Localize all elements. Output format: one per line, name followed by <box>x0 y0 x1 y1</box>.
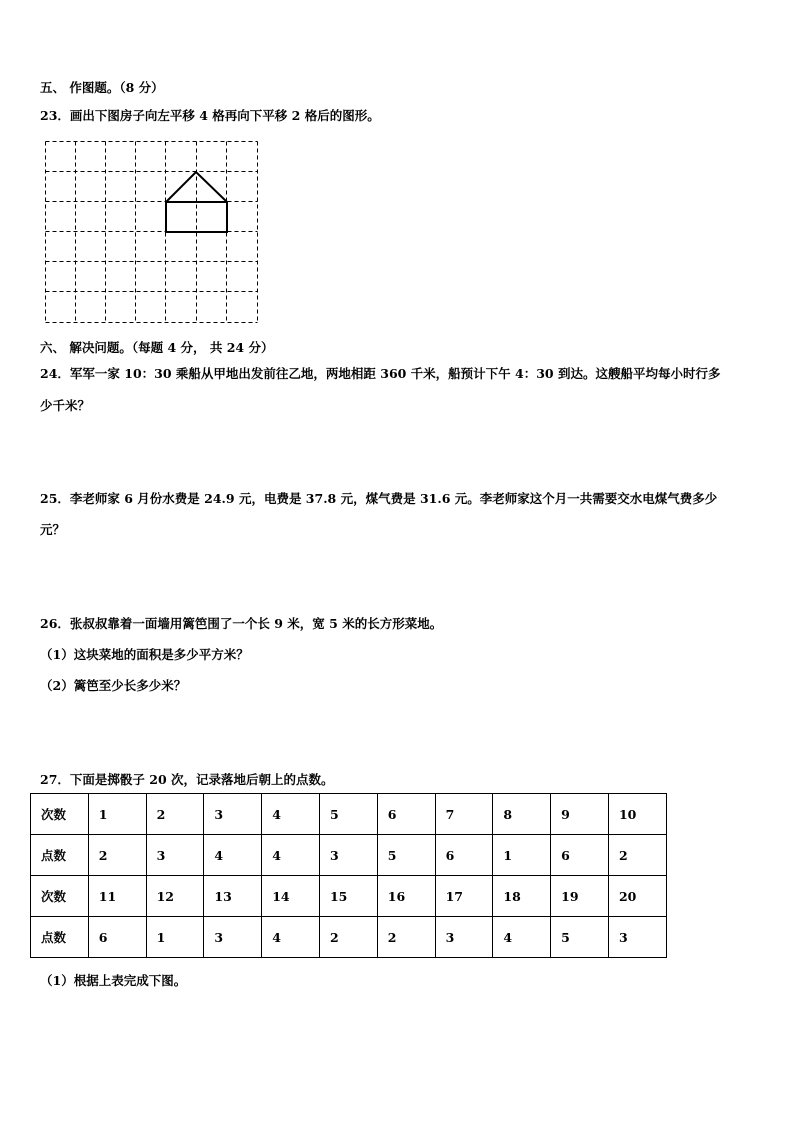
table-cell: 20 <box>608 876 666 917</box>
section5-heading: 五、 作图题。（8 分） <box>40 80 164 95</box>
question-25-line2: 元？ <box>40 522 66 537</box>
table-cell: 7 <box>435 794 493 835</box>
table-row-header: 次数 <box>31 794 89 835</box>
table-cell: 18 <box>493 876 551 917</box>
house-grid <box>45 141 258 324</box>
question-26: 26．张叔叔靠着一面墙用篱笆围了一个长 9 米，宽 5 米的长方形菜地。 <box>40 616 443 631</box>
table-cell: 4 <box>493 917 551 958</box>
table-cell: 8 <box>493 794 551 835</box>
table-cell: 1 <box>493 835 551 876</box>
section6-heading: 六、 解决问题。（每题 4 分， 共 24 分） <box>40 340 274 355</box>
table-cell: 11 <box>88 876 146 917</box>
house-shape <box>166 172 227 232</box>
question-24-line2: 少千米？ <box>40 398 91 413</box>
table-cell: 6 <box>435 835 493 876</box>
table-cell: 4 <box>262 917 320 958</box>
question-27-sub1: （1）根据上表完成下图。 <box>40 973 187 988</box>
table-cell: 6 <box>551 835 609 876</box>
table-cell: 5 <box>377 835 435 876</box>
table-cell: 5 <box>319 794 377 835</box>
table-cell: 4 <box>262 794 320 835</box>
table-cell: 1 <box>88 794 146 835</box>
table-cell: 2 <box>608 835 666 876</box>
table-row <box>31 794 667 835</box>
question-24-line1: 24．军军一家 10：30 乘船从甲地出发前往乙地，两地相距 360 千米，船预计下午 4：30 到达。这艘船平均每小时行多 <box>40 366 721 381</box>
table-cell: 16 <box>377 876 435 917</box>
question-26-sub1: （1）这块菜地的面积是多少平方米？ <box>40 647 249 662</box>
question-27: 27．下面是掷骰子 20 次，记录落地后朝上的点数。 <box>40 772 334 787</box>
table-cell: 2 <box>88 835 146 876</box>
table-cell: 13 <box>204 876 262 917</box>
table-cell: 4 <box>262 835 320 876</box>
table-cell: 3 <box>435 917 493 958</box>
table-cell: 6 <box>88 917 146 958</box>
house-grid-figure <box>45 141 258 324</box>
table-cell: 12 <box>146 876 204 917</box>
table-cell: 9 <box>551 794 609 835</box>
table-row <box>31 835 667 876</box>
table-cell: 17 <box>435 876 493 917</box>
table-cell: 2 <box>377 917 435 958</box>
question-23: 23．画出下图房子向左平移 4 格再向下平移 2 格后的图形。 <box>40 108 380 123</box>
table-cell: 2 <box>146 794 204 835</box>
table-cell: 6 <box>377 794 435 835</box>
question-25-line1: 25．李老师家 6 月份水费是 24.9 元，电费是 37.8 元，煤气费是 31.6 元。李老师家这个月一共需要交水电煤气费多少 <box>40 491 718 506</box>
table-row-header: 次数 <box>31 876 89 917</box>
table-cell: 10 <box>608 794 666 835</box>
question-26-sub2: （2）篱笆至少长多少米？ <box>40 678 187 693</box>
table-cell: 19 <box>551 876 609 917</box>
table-row-header: 点数 <box>31 835 89 876</box>
table-cell: 3 <box>204 794 262 835</box>
table-cell: 3 <box>204 917 262 958</box>
table-cell: 2 <box>319 917 377 958</box>
dice-table <box>30 793 667 958</box>
table-cell: 5 <box>551 917 609 958</box>
table-cell: 3 <box>608 917 666 958</box>
table-cell: 14 <box>262 876 320 917</box>
table-cell: 3 <box>146 835 204 876</box>
table-cell: 3 <box>319 835 377 876</box>
table-row <box>31 917 667 958</box>
table-cell: 1 <box>146 917 204 958</box>
table-cell: 15 <box>319 876 377 917</box>
table-row-header: 点数 <box>31 917 89 958</box>
table-row <box>31 876 667 917</box>
table-cell: 4 <box>204 835 262 876</box>
